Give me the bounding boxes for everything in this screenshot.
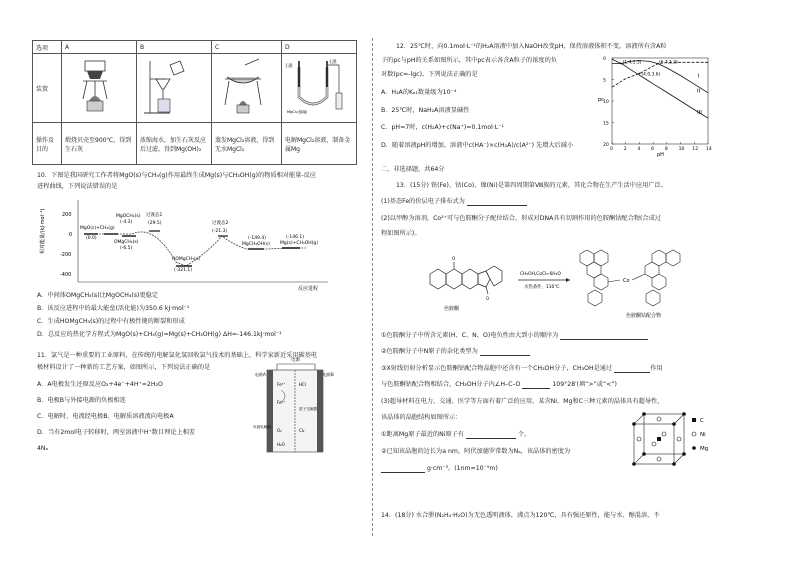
axes	[598, 56, 712, 158]
q13-part2: 程如图所示)。	[381, 230, 421, 237]
legend-c: C	[700, 418, 704, 424]
species-value: (-321.1)	[174, 268, 193, 273]
x-tick-label: 2	[623, 147, 627, 152]
answer-blank[interactable]	[614, 365, 650, 373]
y-tick-label: 15	[603, 121, 609, 127]
answer-blank[interactable]	[467, 198, 527, 206]
reactant-label: 色胺酮	[444, 306, 460, 312]
species-value: (-6.5)	[120, 246, 133, 251]
filtration-icon	[140, 57, 200, 117]
fe3-label: Fe³⁺	[277, 382, 286, 387]
q11-option-a: A．A电极发生还原反应O₂+4e⁻+4H⁺=2H₂O	[37, 381, 163, 388]
table-header-cell: A	[62, 41, 137, 54]
condition-label: 水热条件，110℃	[524, 285, 560, 290]
q11-option-b: B．电极B与外接电源的负极相连	[37, 397, 126, 404]
q13-t1-text: ①距离Mg原子最近的Ni原子有	[381, 431, 465, 438]
q13-t2-cont	[381, 465, 498, 473]
membrane-label: 质子交换膜	[299, 407, 317, 411]
svg-text:O: O	[452, 256, 456, 261]
fe2-label: Fe²⁺	[277, 400, 286, 405]
series-label-I: I	[697, 73, 700, 80]
series-label-III: III	[697, 109, 702, 116]
row-label-device: 装置	[33, 54, 62, 123]
x-tick-label: 0	[610, 147, 613, 152]
y-tick: -200	[60, 252, 72, 258]
row-label-operation: 操作及目的	[33, 123, 62, 165]
op-d: 电解MgCl₂溶液，制备金属Mg	[282, 123, 357, 165]
electrode-b-label: 电极B	[323, 372, 334, 377]
q13-stem: 13．(15分) 铁(Fe)、钴(Co)、镍(Ni)是第四周期第Ⅷ族的元素，其化合物在生产生活中应用广泛。	[396, 182, 667, 189]
species-value: (0.0)	[86, 236, 97, 241]
electrode-label: 石墨	[285, 63, 293, 68]
answer-blank[interactable]	[560, 332, 648, 340]
answer-blank[interactable]	[381, 465, 425, 473]
x-tick-label: 6	[651, 147, 655, 152]
q13-sub2	[381, 348, 530, 356]
y-tick: 0	[69, 232, 73, 238]
q10-stem: 进程曲线，下列说法错误的是	[37, 183, 118, 190]
apparatus-a	[62, 54, 137, 123]
q13-sub3-cont	[381, 381, 617, 389]
series-line-I	[612, 59, 708, 118]
species-value: (-146.1)	[286, 235, 305, 240]
y-tick-label: 0	[603, 57, 606, 62]
annotation-label: (4.0,3.6)	[641, 72, 661, 78]
u-tube-electrolysis-icon	[285, 57, 349, 117]
species-value: (29.5)	[148, 221, 162, 226]
species-label: HOMgCH₃(s)	[172, 257, 200, 262]
co-center: Co	[623, 278, 630, 284]
section-heading: 二、非选择题，共64分	[381, 166, 445, 173]
answer-blank[interactable]	[466, 431, 516, 439]
q10-option-d: D．总反应的热化学方程式为MgO(s)+CH₄(g)=Mg(s)+CH₃OH(g) ΔH=-146.1kJ·mol⁻¹	[37, 331, 282, 338]
column-divider	[372, 38, 373, 536]
x-tick-label: 10	[678, 147, 685, 152]
pc-ph-chart	[598, 54, 716, 162]
species-label: Mg(s)+CH₃OH(g)	[280, 241, 318, 246]
q13-part2: (2)以甲醇为溶剂，Co²⁺可与色胺酮分子配位结合，形成对DNA具有切割作用的色胺酮钴配合物(合成过	[381, 215, 661, 222]
tryptanthrin-structure	[430, 262, 502, 294]
hcl-label: HCl	[299, 382, 306, 387]
answer-blank[interactable]	[480, 348, 530, 356]
table-header-cell: B	[137, 41, 212, 54]
x-tick-label: 4	[637, 147, 641, 152]
cl2-label: Cl₂	[299, 428, 305, 433]
legend-ni: Ni	[700, 432, 706, 438]
y-axis-label: pc	[598, 97, 604, 103]
q13-sub3-text: 与色胺酮钴配合物相结合，CH₃OH分子内∠H–C–O	[381, 381, 521, 388]
series-label-II: II	[697, 88, 701, 95]
y-tick: 200	[62, 212, 72, 218]
q12-stem: 对数(pc=-lgc)。下列说法正确的是	[381, 71, 478, 78]
annotation-label: (6.7,1.3)	[658, 60, 678, 66]
electrolysis-cell-diagram	[253, 356, 345, 460]
svg-text:O: O	[486, 296, 490, 301]
q13-part3: 该晶体的晶胞结构如图所示：	[381, 414, 462, 421]
table-header-cell: C	[212, 41, 282, 54]
q12-stem: 12．25℃时，向0.1mol·L⁻¹的H₂A溶液中加入NaOH改变pH，保持溶液体积不变。溶液所有含A粒	[396, 43, 667, 50]
q13-sub1	[381, 332, 648, 340]
o2-label: O₂	[277, 428, 282, 433]
synthesis-scheme	[420, 244, 720, 326]
q10-stem: 10．下图是我国研究工作者将MgO(s)与CH₄(g)作用最终生成Mg(s)与CH₃OH(g)的物质相对能量-反应	[37, 172, 316, 179]
q10-option-b: B．该反应进程中的最大能垒(活化能)为350.6 kJ·mol⁻¹	[37, 305, 190, 312]
q13-part3: (3)超导材料在电力、交通、医学等方面有着广泛的应用，某含Ni、Mg和C三种元素的晶体具有超导性，	[381, 398, 664, 405]
table-header-cell: 选项	[33, 41, 62, 54]
q13-t1-text: 个。	[518, 431, 531, 438]
power-label: 电源	[291, 358, 300, 363]
electrolyte-label: 负载电解液	[253, 425, 271, 429]
product-label: 色胺酮钴配合物	[626, 313, 662, 319]
q12-option-c: C．pH=7时，c(H₂A)+c(Na⁺)=0.1mol·L⁻¹	[381, 124, 504, 131]
q13-sub3-text: 109°28′(填“>”或“<”)	[552, 381, 617, 388]
q11-option-d-tail: 4Nₐ	[37, 445, 48, 452]
crystal-cell-diagram	[630, 410, 722, 470]
q12-option-b: B．25℃时，NaH₂A溶液显碱性	[381, 107, 470, 114]
crucible-heating-icon	[65, 57, 125, 117]
plot-frame	[612, 58, 708, 144]
q13-t2-text: g·cm⁻³。(1nm=10⁻⁹m)	[427, 465, 498, 472]
q11-stem: 极材料设计了一种新的工艺方案，如图所示，下列说法正确的是	[37, 364, 211, 371]
condition-label: CH₃OH,CoCl₂·6H₂O	[520, 272, 561, 277]
energy-profile-diagram	[36, 194, 336, 290]
op-c: 蒸发MgCl₂溶液，得到无水MgCl₂	[212, 123, 282, 165]
annotation-point	[639, 73, 641, 75]
electrode-a-label: 电极A	[255, 372, 266, 377]
energy-ylabel: 相对能量/(kJ·mol⁻¹)	[40, 208, 46, 254]
q11-option-d: D．当有2mol电子转移时，两室溶液中H⁺数目理论上相差	[37, 429, 196, 436]
q10-option-a: A．中间体OMgCH₄(s)比MgOCH₄(s)更稳定	[37, 292, 159, 299]
legend-mg: Mg	[700, 446, 709, 452]
y-tick-label: 20	[603, 143, 609, 148]
annotation-label: (1.4,1.3)	[622, 60, 642, 66]
x-tick-label: 12	[692, 147, 699, 152]
q14-stem: 14．(18分) 水合肼(N₂H₄·H₂O)为无色透明液体，沸点为120℃，具有强还原性，能与水、醇混溶，不	[381, 512, 660, 519]
apparatus-b	[137, 54, 212, 123]
x-tick-label: 14	[706, 147, 712, 152]
options-table	[32, 40, 357, 165]
x-tick-label: 8	[664, 147, 668, 152]
species-value: (-4.3)	[120, 220, 133, 225]
y-tick-label: 10	[603, 100, 609, 105]
q12-stem: 子的pc与pH的关系如图所示，其中pc表示各含A粒子的浓度的负	[381, 57, 557, 64]
q11-option-c: C．电解时，电流经电极B、电解质溶液流向电极A	[37, 413, 174, 420]
species-value: (-21.3)	[212, 229, 228, 234]
q13-t2: ②已知该晶胞的边长为a nm，阿伏加德罗常数为Nₐ，该晶体的密度为	[381, 448, 571, 455]
q13-sub2-text: ②色胺酮分子中N原子的杂化类型为	[381, 348, 478, 355]
q13-part1	[381, 198, 527, 206]
species-label: MgCH₃OH(s)	[242, 242, 270, 247]
q13-sub3-text: 作用	[650, 365, 663, 372]
apparatus-d	[282, 54, 357, 123]
q11-stem: 11．氯气是一种重要的工业原料，在传统的电解氯化氢回收氯气技术的基础上，科学家新近采用碳基电	[37, 352, 318, 359]
electrolyte-label: MgCl₂(熔融)	[287, 110, 308, 114]
y-tick-label: 5	[603, 78, 606, 84]
q13-t1	[381, 431, 530, 439]
species-label: 过渡态2	[212, 221, 229, 226]
op-b: 浓缩海水，加生石灰反应后过滤，得到Mg(OH)₂	[137, 123, 212, 165]
apparatus-c	[212, 54, 282, 123]
species-label: MgO(s)+CH₄(g)	[80, 226, 115, 231]
species-label: 过渡态1	[146, 213, 163, 218]
table-header-cell: D	[282, 41, 357, 54]
series-lines	[612, 59, 708, 118]
species-label: OMgCH₄(s)	[114, 240, 139, 245]
q12-option-d: D．随着溶液pH的增加，溶液中c(HA⁻)×c(H₂A)/c(A²⁻) 先增大后减小	[381, 142, 574, 149]
q10-option-c: C．生成HOMgCH₃(s)的过程中有极性键的断裂和形成	[37, 318, 185, 325]
species-value: (-149.4)	[248, 236, 267, 241]
evaporating-dish-icon	[215, 57, 271, 117]
q12-option-a: A．H₂A的Kₐ₁数量级为10⁻⁴	[381, 89, 457, 96]
q13-sub3-text: ③X射线衍射分析显示色胺酮钴配合物晶胞中还含有一个CH₃OH分子，CH₃OH是通过	[381, 365, 613, 372]
q13-part1-text: (1)基态Fe的价层电子排布式为	[381, 198, 465, 205]
energy-xlabel: 反应进程	[298, 286, 319, 292]
y-tick: -400	[60, 272, 72, 278]
answer-blank[interactable]	[522, 381, 550, 389]
x-axis-label: pH	[657, 152, 664, 158]
q13-sub1-text: ①色胺酮分子中所含元素(H、C、N、O)电负性由大到小的顺序为	[381, 332, 559, 339]
h2o-label: H₂O	[277, 442, 285, 447]
op-a: 煅烧贝壳至900℃，得到生石灰	[62, 123, 137, 165]
cobalt-complex-structure	[580, 250, 680, 306]
electrode-label: 石墨	[329, 59, 337, 64]
q13-sub3	[381, 365, 663, 373]
species-label: MgOCH₄(s)	[116, 214, 141, 219]
